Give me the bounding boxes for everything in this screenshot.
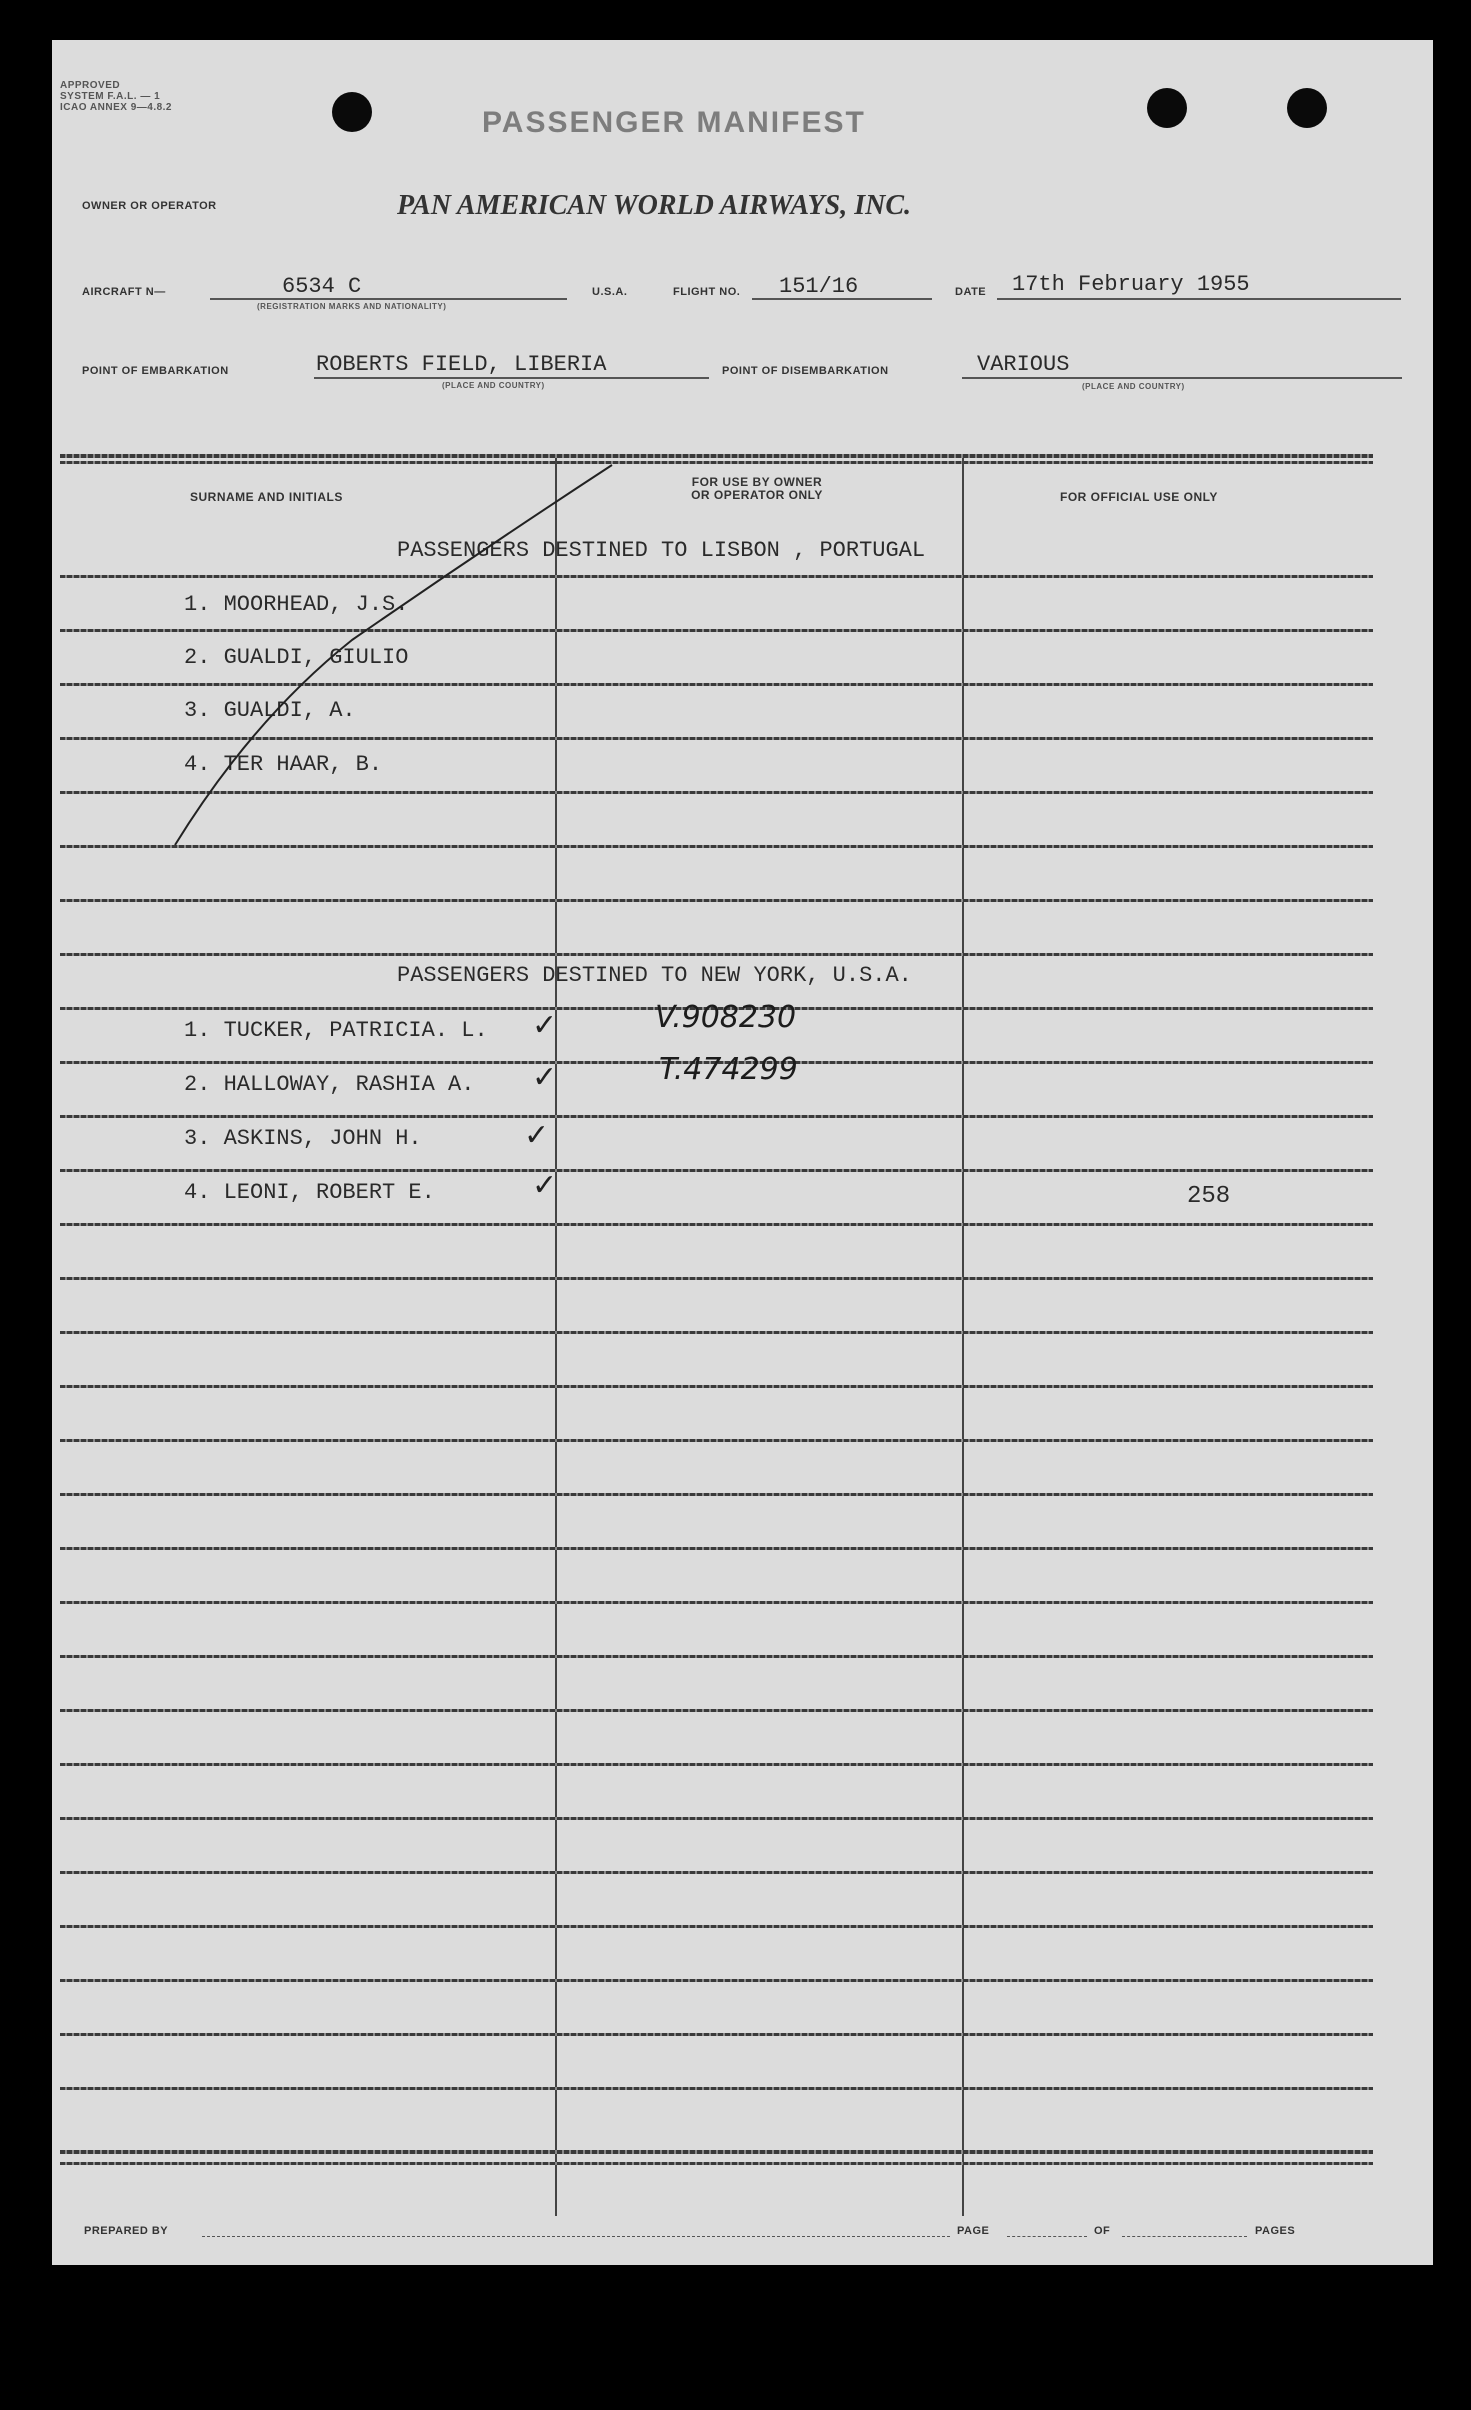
pages-label: PAGES [1255,2225,1296,2237]
check-mark: ✓ [532,1060,558,1095]
passenger-name: 2. GUALDI, GIULIO [184,645,409,670]
of-label: OF [1094,2225,1111,2237]
approval-stamp: APPROVED SYSTEM F.A.L. — 1 ICAO ANNEX 9—4.8.2 [60,80,172,113]
passenger-name: 1. TUCKER, PATRICIA. L. [184,1018,488,1043]
passenger-name: 3. GUALDI, A. [184,698,356,723]
col-official-header: FOR OFFICIAL USE ONLY [1060,490,1218,504]
aircraft-country: U.S.A. [592,286,628,298]
aircraft-sublabel: (REGISTRATION MARKS AND NATIONALITY) [257,302,447,311]
check-mark: ✓ [532,1168,558,1203]
embarkation-value: ROBERTS FIELD, LIBERIA [316,352,607,377]
owner-label: OWNER OR OPERATOR [82,200,217,212]
aircraft-value: 6534 C [282,274,362,299]
passenger-name: 3. ASKINS, JOHN H. [184,1126,422,1151]
handwritten-note: V.908230 [655,1000,797,1035]
manifest-sheet [52,40,1433,2265]
group-heading: PASSENGERS DESTINED TO LISBON , PORTUGAL [397,538,926,563]
prepared-by-label: PREPARED BY [84,2225,169,2237]
page-title: PASSENGER MANIFEST [482,106,866,139]
disembarkation-label: POINT OF DISEMBARKATION [722,365,889,377]
col-owner-header: FOR USE BY OWNER OR OPERATOR ONLY [691,475,823,502]
disembarkation-value: VARIOUS [977,352,1070,377]
cancellation-stroke [52,40,1433,2265]
passenger-name: 4. TER HAAR, B. [184,752,383,777]
handwritten-note: T.474299 [659,1052,798,1087]
passenger-name: 1. MOORHEAD, J.S. [184,592,409,617]
flight-value: 151/16 [779,274,859,299]
flight-label: FLIGHT NO. [673,286,741,298]
date-value: 17th February 1955 [1012,272,1250,297]
owner-value: PAN AMERICAN WORLD AIRWAYS, INC. [397,190,912,221]
disembarkation-sublabel: (PLACE AND COUNTRY) [1082,382,1185,391]
group-heading: PASSENGERS DESTINED TO NEW YORK, U.S.A. [397,963,912,988]
passenger-name: 4. LEONI, ROBERT E. [184,1180,435,1205]
embarkation-label: POINT OF EMBARKATION [82,365,229,377]
check-mark: ✓ [524,1118,550,1153]
aircraft-label: AIRCRAFT N— [82,286,166,298]
official-note: 258 [1187,1183,1231,1210]
embarkation-sublabel: (PLACE AND COUNTRY) [442,381,545,390]
passenger-name: 2. HALLOWAY, RASHIA A. [184,1072,475,1097]
page-label: PAGE [957,2225,990,2237]
date-label: DATE [955,286,987,298]
col-surname-header: SURNAME AND INITIALS [190,490,343,504]
check-mark: ✓ [532,1008,558,1043]
